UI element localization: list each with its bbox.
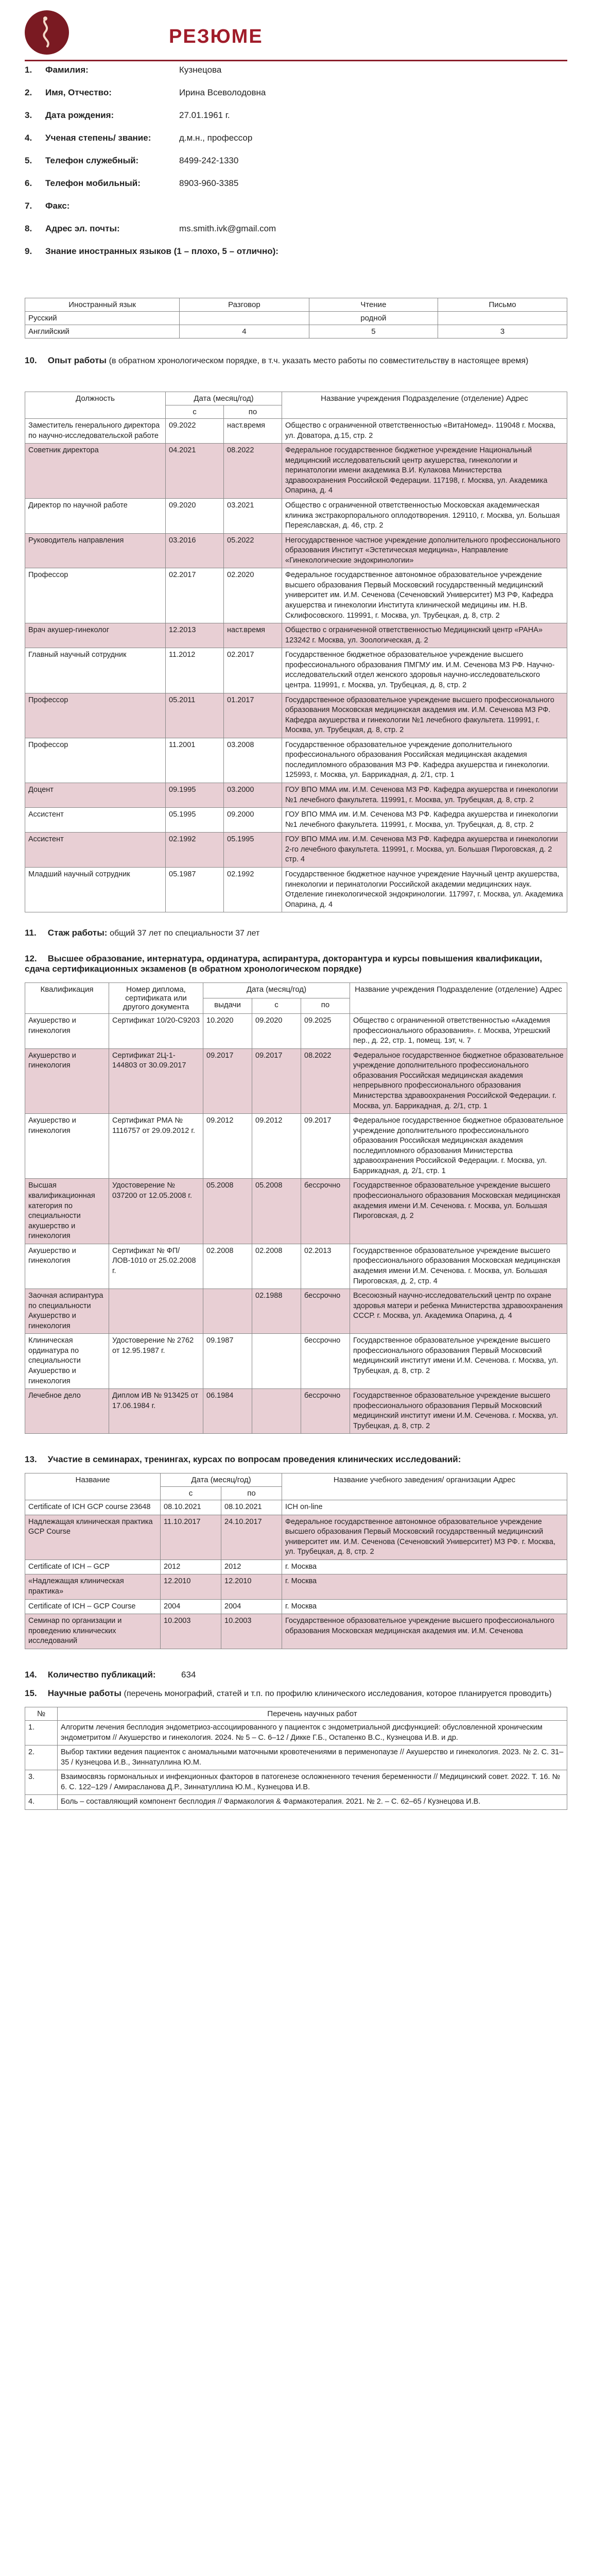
stazh-section (25, 928, 567, 938)
education-cell-doc (109, 1289, 203, 1334)
experience-cell-from: 02.1992 (166, 833, 224, 868)
education-cell-org: Государственное образовательное учреждение высшего профессионального образования Московская медицинская академия имени И.М. Сеченова. г. Москва, ул. Большая Пироговская, д. 2, стр. 4 (350, 1244, 567, 1289)
experience-column-header: Дата (месяц/год) (166, 392, 282, 405)
experience-cell-from: 05.2011 (166, 693, 224, 738)
education-header-row (25, 983, 567, 998)
seminars-cell-from: 2012 (161, 1560, 221, 1574)
language-row (25, 325, 567, 338)
seminars-cell-to: 08.10.2021 (221, 1500, 282, 1515)
language-section (25, 298, 567, 338)
section-title: Количество публикаций: (47, 1670, 156, 1680)
education-cell-from: 09.2012 (252, 1114, 301, 1179)
experience-cell-to: 02.2017 (224, 648, 282, 693)
personal-row-number: 9. (25, 246, 32, 256)
experience-cell-org: Федеральное государственное бюджетное учреждение Национальный медицинский исследовательский центр акушерства, гинекологии и перинатологии имени академика В.И. Кулакова Министерства здравоохранения Российской Федерации. 117198, г. Москва, ул. Академика Опарина, д. 4 (282, 444, 567, 499)
seminars-cell-to: 12.2010 (221, 1574, 282, 1599)
personal-row-label: Имя, Отчество: (45, 88, 112, 97)
experience-table (25, 392, 567, 912)
experience-cell-to: 03.2000 (224, 783, 282, 808)
personal-row (25, 133, 567, 154)
personal-row (25, 110, 567, 131)
publications-table (25, 1707, 567, 1810)
seminars-row (25, 1515, 567, 1560)
experience-cell-org: Государственное образовательное учреждение дополнительного профессионального образования Российская медицинская академия последипломного образования МЗ РФ. Кафедра акушерства и гинекологии. 125993, г. Москва, ул. Баррикадная, д. 2/1, стр. 1 (282, 738, 567, 783)
section-number: 14. (25, 1670, 37, 1680)
education-subheader: выдачи (203, 998, 252, 1014)
education-cell-to: бессрочно (301, 1289, 350, 1334)
experience-column-header: Название учреждения Подразделение (отделение) Адрес (282, 392, 567, 419)
header-divider (25, 60, 567, 61)
experience-cell-position: Профессор (25, 738, 166, 783)
language-cell: Английский (25, 325, 180, 338)
personal-row-label: Знание иностранных языков (1 – плохо, 5 – отлично): (45, 246, 278, 256)
personal-row-label: Дата рождения: (45, 110, 114, 120)
seminars-header-row (25, 1473, 567, 1487)
resume-header (25, 10, 567, 60)
language-cell: 5 (309, 325, 438, 338)
experience-cell-org: Федеральное государственное автономное образовательное учреждение высшего образования Первый Московский государственный медицинский университет им. И.М. Сеченова (Сеченовский Университет) МЗ РФ, Кафедра акушерства и гинекологии Института клинической медицины им. Н.В. Склифосовского. 119991, г. Москва, ул. Трубецкая, д. 8, стр. 2 (282, 568, 567, 623)
logo-emblem (25, 10, 69, 55)
experience-cell-to: 05.1995 (224, 833, 282, 868)
seminars-subheader: по (221, 1487, 282, 1500)
language-column-header: Чтение (309, 298, 438, 312)
education-cell-doc: Сертификат РМА № 1116757 от 29.09.2012 г. (109, 1114, 203, 1179)
language-header-row (25, 298, 567, 312)
education-cell-org: Федеральное государственное бюджетное образовательное учреждение дополнительного профессионального образования Российская медицинская академия последипломного образования Министерства здравоохранения Российской Федерации. г. Москва, ул. Баррикадная, д. 2/1, стр. 1 (350, 1114, 567, 1179)
education-section (25, 982, 567, 1434)
section-note: (перечень монографий, статей и т.п. по профилю клинического исследования, которое планируется проводить) (124, 1689, 552, 1698)
publications-cell-text: Взаимосвязь гормональных и инфекционных факторов в патогенезе осложненного течения беременности // Медицинский совет. 2022. Т. 16. № 6. С. 122–129 / Амирасланова Д.Р., Зиннатуллина Ю.М., Кузнецова И.В. (58, 1770, 567, 1795)
personal-row-number: 5. (25, 156, 32, 165)
experience-cell-org: Государственное бюджетное образовательное учреждение высшего профессионального образования ПМГМУ им. И.М. Сеченова МЗ РФ. Научно-исследовательский отдел женского здоровья научно-исследовательского центра. 119991, г. Москва, ул. Трубецкая, д. 8, стр. 2 (282, 648, 567, 693)
education-cell-qual: Клиническая ординатура по специальности Акушерство и гинекология (25, 1334, 109, 1389)
education-row (25, 1048, 567, 1113)
experience-cell-from: 11.2012 (166, 648, 224, 693)
seminars-subheader: с (161, 1487, 221, 1500)
seminars-cell-org: г. Москва (282, 1599, 567, 1614)
publications-cell-number: 4. (25, 1795, 58, 1810)
section-number: 11. (25, 928, 37, 938)
experience-cell-position: Ассистент (25, 808, 166, 833)
personal-row (25, 88, 567, 108)
education-cell-to: 02.2013 (301, 1244, 350, 1289)
experience-cell-to: 01.2017 (224, 693, 282, 738)
seminars-cell-from: 10.2003 (161, 1614, 221, 1649)
education-cell-qual: Акушерство и гинекология (25, 1048, 109, 1113)
personal-row-number: 1. (25, 65, 32, 75)
experience-row (25, 419, 567, 444)
experience-row (25, 808, 567, 833)
education-row (25, 1334, 567, 1389)
education-cell-qual: Акушерство и гинекология (25, 1114, 109, 1179)
seminars-cell-name: Семинар по организации и проведению клинических исследований (25, 1614, 161, 1649)
experience-cell-from: 03.2016 (166, 533, 224, 568)
seminars-cell-to: 10.2003 (221, 1614, 282, 1649)
experience-cell-org: ГОУ ВПО ММА им. И.М. Сеченова МЗ РФ. Кафедра акушерства и гинекологии №1 лечебного факультета. 119991, г. Москва, ул. Трубецкая, д. 8, стр. 2 (282, 808, 567, 833)
education-cell-to: 09.2025 (301, 1014, 350, 1049)
seminars-row (25, 1574, 567, 1599)
personal-row (25, 246, 567, 267)
education-cell-qual: Лечебное дело (25, 1389, 109, 1434)
experience-cell-org: Негосударственное частное учреждение дополнительного профессионального образования Институт «Эстетическая медицина», Направление «Гинекологические эндокринологии» (282, 533, 567, 568)
education-cell-qual: Заочная аспирантура по специальности Акушерство и гинекология (25, 1289, 109, 1334)
experience-row (25, 623, 567, 648)
education-table (25, 982, 567, 1434)
language-cell: 4 (180, 325, 309, 338)
seminars-column-header: Название (25, 1473, 161, 1500)
experience-cell-to: 02.2020 (224, 568, 282, 623)
experience-cell-from: 05.1987 (166, 867, 224, 912)
experience-cell-from: 09.2020 (166, 498, 224, 533)
personal-row-number: 8. (25, 224, 32, 233)
experience-subheader: с (166, 405, 224, 419)
education-cell-from: 02.2008 (252, 1244, 301, 1289)
seminars-cell-from: 12.2010 (161, 1574, 221, 1599)
section-note: (в обратном хронологическом порядке, в т.ч. указать место работы по совместительству в настоящее время) (109, 357, 529, 365)
seminars-table (25, 1473, 567, 1649)
language-cell: родной (309, 312, 438, 325)
experience-cell-position: Директор по научной работе (25, 498, 166, 533)
experience-row (25, 833, 567, 868)
education-cell-org: Государственное образовательное учреждение высшего профессионального образования Московская медицинская академия имени И.М. Сеченова. г. Москва, ул. Большая Пироговская, д. 2 (350, 1179, 567, 1244)
publications-column-header: № (25, 1707, 58, 1721)
education-cell-issued: 09.2012 (203, 1114, 252, 1179)
personal-row-value: д.м.н., профессор (179, 133, 253, 143)
personal-row (25, 201, 567, 222)
education-column-header: Квалификация (25, 983, 109, 1014)
education-row (25, 1014, 567, 1049)
education-cell-doc: Удостоверение № 037200 от 12.05.2008 г. (109, 1179, 203, 1244)
seminars-column-header: Название учебного заведения/ организации Адрес (282, 1473, 567, 1500)
education-cell-doc: Сертификат 2Ц-1-144803 от 30.09.2017 (109, 1048, 203, 1113)
personal-row-number: 3. (25, 110, 32, 120)
education-cell-from: 09.2020 (252, 1014, 301, 1049)
seminars-cell-name: Certificate of ICH – GCP Course (25, 1599, 161, 1614)
experience-subheader: по (224, 405, 282, 419)
section-title: Участие в семинарах, тренингах, курсах по вопросам проведения клинических исследований: (47, 1454, 461, 1464)
education-cell-issued: 10.2020 (203, 1014, 252, 1049)
experience-row (25, 738, 567, 783)
seminars-cell-name: Надлежащая клиническая практика GCP Course (25, 1515, 161, 1560)
education-cell-to: бессрочно (301, 1389, 350, 1434)
experience-cell-org: Государственное бюджетное научное учреждение Научный центр акушерства, гинекологии и перинатологии Российской академии медицинских наук. Отделение гинекологической эндокринологии. 117997, г. Москва, ул. Академика Опарина, д. 4 (282, 867, 567, 912)
experience-cell-to: 02.1992 (224, 867, 282, 912)
education-cell-org: Государственное образовательное учреждение высшего профессионального образования Первый Московский медицинский институт имени И.М. Сеченова. г. Москва, ул. Трубецкая, д. 8, стр. 2 (350, 1334, 567, 1389)
experience-cell-org: Общество с ограниченной ответственностью Медицинский центр «РАНА» 123242 г. Москва, ул. Зоологическая, д. 2 (282, 623, 567, 648)
education-cell-org: Общество с ограниченной ответственностью «Академия профессионального образования». г. Москва, Угрешский пер., д. 22, стр. 1, помещ. 1эт, ч. 7 (350, 1014, 567, 1049)
education-row (25, 1114, 567, 1179)
education-column-header: Дата (месяц/год) (203, 983, 350, 998)
education-cell-qual: Высшая квалификационная категория по специальности акушерство и гинекология (25, 1179, 109, 1244)
education-cell-doc: Сертификат 10/20-С9203 (109, 1014, 203, 1049)
publications-header-row (25, 1707, 567, 1721)
page-title: РЕЗЮМЕ (169, 26, 263, 47)
education-cell-to: 09.2017 (301, 1114, 350, 1179)
education-heading (25, 954, 567, 974)
publications-row (25, 1721, 567, 1745)
experience-cell-position: Профессор (25, 693, 166, 738)
publications-count (25, 1670, 567, 1680)
language-column-header: Разговор (180, 298, 309, 312)
experience-cell-from: 02.2017 (166, 568, 224, 623)
publications-column-header: Перечень научных работ (58, 1707, 567, 1721)
section-number: 13. (25, 1454, 37, 1464)
seminars-cell-org: г. Москва (282, 1574, 567, 1599)
experience-cell-to: наст.время (224, 419, 282, 444)
personal-row-number: 7. (25, 201, 32, 211)
seminars-column-header: Дата (месяц/год) (161, 1473, 282, 1487)
seminars-row (25, 1560, 567, 1574)
experience-row (25, 533, 567, 568)
seminars-cell-from: 2004 (161, 1599, 221, 1614)
education-cell-to: бессрочно (301, 1334, 350, 1389)
seminars-cell-name: Certificate of ICH – GCP (25, 1560, 161, 1574)
language-cell (180, 312, 309, 325)
seminars-cell-to: 2004 (221, 1599, 282, 1614)
publications-count-value: 634 (181, 1670, 196, 1680)
seminars-cell-name: «Надлежащая клиническая практика» (25, 1574, 161, 1599)
education-cell-from: 05.2008 (252, 1179, 301, 1244)
publications-cell-number: 3. (25, 1770, 58, 1795)
experience-cell-from: 11.2001 (166, 738, 224, 783)
publications-cell-number: 2. (25, 1745, 58, 1770)
section-number: 10. (25, 355, 37, 365)
education-cell-from: 02.1988 (252, 1289, 301, 1334)
publications-cell-number: 1. (25, 1721, 58, 1745)
experience-cell-org: Общество с ограниченной ответственностью «ВитаНомед». 119048 г. Москва, ул. Доватора, д.15, стр. 2 (282, 419, 567, 444)
education-cell-doc: Диплом ИВ № 913425 от 17.06.1984 г. (109, 1389, 203, 1434)
experience-row (25, 867, 567, 912)
section-number: 15. (25, 1688, 37, 1698)
seminars-cell-from: 11.10.2017 (161, 1515, 221, 1560)
section-title: Высшее образование, интернатура, ординатура, аспирантура, докторантура и курсы повышения квалификации, сдача сертификационных экзаменов (в обратном хронологическом порядке) (25, 954, 543, 974)
experience-cell-position: Заместитель генерального директора по научно-исследовательской работе (25, 419, 166, 444)
seminars-cell-to: 2012 (221, 1560, 282, 1574)
personal-row-value: 8903-960-3385 (179, 178, 239, 188)
stazh-text: общий 37 лет по специальности 37 лет (110, 929, 260, 938)
publications-cell-text: Алгоритм лечения бесплодия эндометриоз-ассоциированного у пациенток с эндометриальной дисфункцией: обусловленной хроническим эндометритом // Акушерство и гинекология. 2024. № 5 – С. 6–12 / Дикке Г.Б., Остапенко В.С., Кузнецова И.В. и др. (58, 1721, 567, 1745)
publications-row (25, 1745, 567, 1770)
language-cell: 3 (438, 325, 567, 338)
publications-row (25, 1770, 567, 1795)
seminars-row (25, 1614, 567, 1649)
education-subheader: по (301, 998, 350, 1014)
experience-row (25, 498, 567, 533)
education-cell-org: Федеральное государственное бюджетное образовательное учреждение дополнительного профессионального образования Российская медицинская академия непрерывного профессионального образования Министерства здравоохранения Российской Федерации. г. Москва, ул. Баррикадная, д. 2/1, стр. 1 (350, 1048, 567, 1113)
publications-cell-text: Выбор тактики ведения пациенток с аномальными маточными кровотечениями в перименопаузе // Акушерство и гинекология. 2023. № 2. С. 31–35 / Кузнецова И.В., Зиннатуллина Ю.М. (58, 1745, 567, 1770)
experience-cell-org: ГОУ ВПО ММА им. И.М. Сеченова МЗ РФ. Кафедра акушерства и гинекологии №1 лечебного факультета. 119991, г. Москва, ул. Трубецкая, д. 8, стр. 2 (282, 783, 567, 808)
experience-column-header: Должность (25, 392, 166, 419)
personal-row (25, 178, 567, 199)
personal-row-label: Адрес эл. почты: (45, 224, 120, 233)
experience-row (25, 568, 567, 623)
education-cell-org: Государственное образовательное учреждение высшего профессионального образования Первый Московский медицинский институт имени И.М. Сеченова. г. Москва, ул. Трубецкая, д. 8, стр. 2 (350, 1389, 567, 1434)
experience-cell-position: Главный научный сотрудник (25, 648, 166, 693)
education-subheader: с (252, 998, 301, 1014)
education-row (25, 1289, 567, 1334)
section-number: 12. (25, 954, 37, 963)
personal-row-value: Ирина Всеволодовна (179, 88, 266, 97)
education-cell-doc: Удостоверение № 2762 от 12.95.1987 г. (109, 1334, 203, 1389)
personal-row (25, 224, 567, 244)
experience-cell-to: 03.2021 (224, 498, 282, 533)
personal-row-label: Телефон мобильный: (45, 178, 141, 188)
experience-cell-from: 12.2013 (166, 623, 224, 648)
experience-heading (25, 355, 567, 366)
experience-row (25, 783, 567, 808)
experience-cell-org: ГОУ ВПО ММА им. И.М. Сеченова МЗ РФ. Кафедра акушерства и гинекологии 2-го лечебного факультета. 119991, г. Москва, ул. Большая Пироговская, д. 2 стр. 4 (282, 833, 567, 868)
seminars-row (25, 1500, 567, 1515)
personal-row-label: Ученая степень/ звание: (45, 133, 151, 143)
education-cell-doc: Сертификат № ФП/ЛОВ-1010 от 25.02.2008 г. (109, 1244, 203, 1289)
language-cell (438, 312, 567, 325)
personal-row-value: 8499-242-1330 (179, 156, 239, 165)
experience-row (25, 444, 567, 499)
experience-cell-position: Врач акушер-гинеколог (25, 623, 166, 648)
education-cell-qual: Акушерство и гинекология (25, 1244, 109, 1289)
education-cell-from (252, 1334, 301, 1389)
personal-row (25, 156, 567, 176)
seminars-section (25, 1473, 567, 1649)
experience-cell-position: Советник директора (25, 444, 166, 499)
education-cell-to: 08.2022 (301, 1048, 350, 1113)
experience-cell-position: Доцент (25, 783, 166, 808)
education-row (25, 1389, 567, 1434)
experience-cell-from: 04.2021 (166, 444, 224, 499)
language-table (25, 298, 567, 338)
education-cell-issued: 02.2008 (203, 1244, 252, 1289)
experience-cell-to: 03.2008 (224, 738, 282, 783)
seminars-cell-org: Государственное образовательное учреждение высшего профессионального образования Московская медицинская академия им. И.М. Сеченова (282, 1614, 567, 1649)
experience-cell-from: 09.2022 (166, 419, 224, 444)
personal-row-number: 6. (25, 178, 32, 188)
personal-row-number: 2. (25, 88, 32, 97)
education-cell-issued: 06.1984 (203, 1389, 252, 1434)
seminars-cell-from: 08.10.2021 (161, 1500, 221, 1515)
personal-row-label: Фамилия: (45, 65, 89, 75)
personal-row-label: Факс: (45, 201, 70, 211)
publications-heading (25, 1688, 567, 1699)
experience-header-row (25, 392, 567, 405)
logo-icon (25, 10, 69, 55)
personal-row-label: Телефон служебный: (45, 156, 139, 165)
experience-cell-org: Государственное образовательное учреждение высшего профессионального образования Московская медицинская академия им. И.М. Сеченова МЗ РФ. Кафедра акушерства и гинекологии №1 лечебного факультета. 119991, г. Москва, ул. Трубецкая, д. 8, стр. 2 (282, 693, 567, 738)
language-column-header: Иностранный язык (25, 298, 180, 312)
experience-row (25, 648, 567, 693)
personal-row-value: 27.01.1961 г. (179, 110, 230, 120)
publications-cell-text: Боль – составляющий компонент бесплодия // Фармакология & Фармакотерапия. 2021. № 2. – С. 62–65 / Кузнецова И.В. (58, 1795, 567, 1810)
seminars-cell-name: Certificate of ICH GCP course 23648 (25, 1500, 161, 1515)
personal-row-value: ms.smith.ivk@gmail.com (179, 224, 276, 233)
section-title: Научные работы (47, 1688, 121, 1698)
experience-section (25, 392, 567, 912)
language-column-header: Письмо (438, 298, 567, 312)
personal-row-number: 4. (25, 133, 32, 143)
education-cell-issued: 09.1987 (203, 1334, 252, 1389)
seminars-cell-org: ICH on-line (282, 1500, 567, 1515)
experience-cell-to: 08.2022 (224, 444, 282, 499)
education-cell-issued: 05.2008 (203, 1179, 252, 1244)
seminars-cell-org: Федеральное государственное автономное образовательное учреждение высшего образования Первый Московский государственный медицинский университет им. И.М. Сеченова (Сеченовский Университет) МЗ РФ. г. Москва, ул. Трубецкая, д. 8, стр. 2 (282, 1515, 567, 1560)
education-cell-qual: Акушерство и гинекология (25, 1014, 109, 1049)
experience-cell-position: Профессор (25, 568, 166, 623)
experience-cell-position: Ассистент (25, 833, 166, 868)
experience-cell-to: 05.2022 (224, 533, 282, 568)
language-row (25, 312, 567, 325)
education-cell-org: Всесоюзный научно-исследовательский центр по охране здоровья матери и ребенка Министерства здравоохранения СССР. г. Москва, ул. Академика Опарина, д. 4 (350, 1289, 567, 1334)
experience-cell-position: Руководитель направления (25, 533, 166, 568)
education-cell-from: 09.2017 (252, 1048, 301, 1113)
personal-info (25, 65, 567, 269)
education-row (25, 1179, 567, 1244)
seminars-cell-to: 24.10.2017 (221, 1515, 282, 1560)
experience-cell-to: наст.время (224, 623, 282, 648)
section-title: Опыт работы (47, 355, 107, 365)
education-cell-from (252, 1389, 301, 1434)
personal-row-value: Кузнецова (179, 65, 222, 75)
publications-row (25, 1795, 567, 1810)
seminars-row (25, 1599, 567, 1614)
experience-cell-position: Младший научный сотрудник (25, 867, 166, 912)
education-cell-issued: 09.2017 (203, 1048, 252, 1113)
personal-row (25, 65, 567, 86)
education-cell-to: бессрочно (301, 1179, 350, 1244)
seminars-cell-org: г. Москва (282, 1560, 567, 1574)
seminars-heading (25, 1454, 567, 1465)
publications-section (25, 1707, 567, 1810)
education-column-header: Название учреждения Подразделение (отделение) Адрес (350, 983, 567, 1014)
education-cell-issued (203, 1289, 252, 1334)
section-title: Стаж работы: (47, 928, 108, 938)
education-row (25, 1244, 567, 1289)
language-cell: Русский (25, 312, 180, 325)
experience-row (25, 693, 567, 738)
experience-cell-to: 09.2000 (224, 808, 282, 833)
experience-cell-org: Общество с ограниченной ответственностью Московская академическая клиника экстракорпорального оплодотворения. 129110, г. Москва, ул. Большая Переяславская, д. 46, стр. 2 (282, 498, 567, 533)
experience-cell-from: 05.1995 (166, 808, 224, 833)
experience-cell-from: 09.1995 (166, 783, 224, 808)
education-column-header: Номер диплома, сертификата или другого документа (109, 983, 203, 1014)
